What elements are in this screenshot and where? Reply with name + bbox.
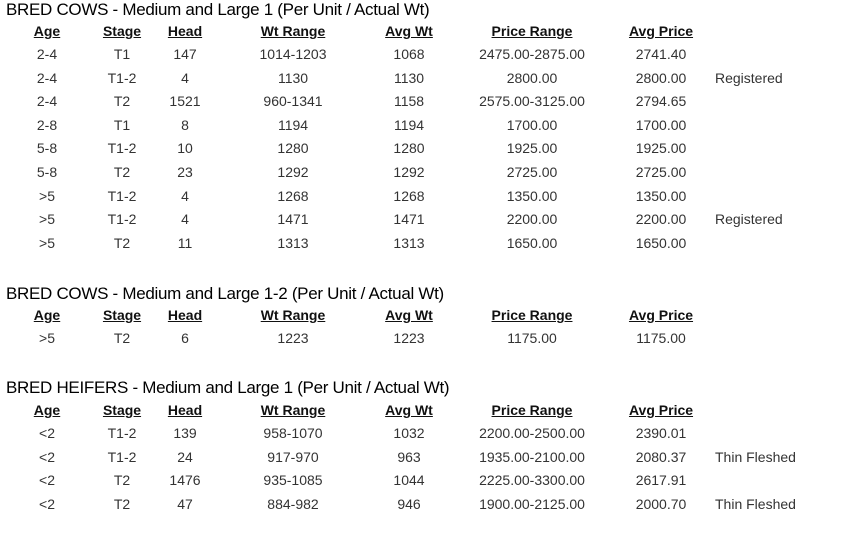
table-row (0, 232, 845, 255)
cell-age: >5 (39, 211, 55, 228)
cell-avg-price: 1350.00 (635, 187, 687, 204)
table-header-row (0, 304, 845, 327)
cell-avg-wt: 1044 (393, 472, 425, 489)
cell-avg-wt: 1471 (393, 211, 425, 228)
cell-stage: T2 (113, 472, 131, 489)
cell-age: <2 (39, 495, 55, 512)
cell-head: 4 (181, 187, 189, 204)
cell-wt-range: 1292 (277, 164, 309, 180)
header-age: Age (33, 23, 61, 39)
cell-note: Registered (715, 69, 783, 86)
cell-price-range: 2575.00-3125.00 (479, 93, 585, 110)
cell-avg-wt: 963 (397, 448, 421, 465)
cell-wt-range: 1280 (277, 140, 309, 157)
cell-note: Thin Fleshed (715, 448, 796, 465)
cell-price-range: 2475.00-2875.00 (479, 46, 585, 62)
cell-avg-wt: 1268 (393, 187, 425, 204)
cell-stage: T1 (113, 116, 131, 133)
cell-avg-price: 2800.00 (635, 69, 687, 86)
cell-avg-wt: 1223 (393, 330, 425, 346)
header-avg-price: Avg Price (628, 402, 694, 418)
cell-avg-price: 2200.00 (635, 211, 687, 228)
cell-head: 23 (177, 164, 193, 180)
cell-wt-range: 960-1341 (263, 93, 323, 110)
cell-stage: T2 (113, 93, 131, 110)
table-row (0, 137, 845, 160)
cell-wt-range: 1268 (277, 187, 309, 204)
table-row (0, 161, 845, 184)
cell-wt-range: 1194 (277, 116, 309, 133)
cell-head: 139 (173, 425, 197, 441)
header-avg-price: Avg Price (628, 307, 694, 323)
table-row (0, 446, 845, 469)
cell-wt-range: 1313 (277, 234, 309, 251)
table-header-row (0, 399, 845, 422)
cell-age: 2-4 (36, 46, 58, 62)
cell-avg-wt: 1313 (393, 234, 425, 251)
cell-wt-range: 1130 (277, 69, 309, 86)
cell-head: 10 (177, 140, 193, 157)
cell-head: 24 (177, 448, 193, 465)
table-row (0, 422, 845, 445)
section-title: BRED HEIFERS - Medium and Large 1 (Per Unit / Actual Wt) (6, 378, 450, 397)
cell-avg-price: 1700.00 (635, 116, 687, 133)
cell-price-range: 2200.00 (506, 211, 558, 228)
cell-avg-wt: 1068 (393, 46, 425, 62)
header-avg-price: Avg Price (628, 23, 694, 39)
cell-stage: T2 (113, 495, 131, 512)
header-head: Head (167, 23, 203, 39)
cell-head: 6 (181, 330, 189, 346)
cell-price-range: 1350.00 (506, 187, 558, 204)
cell-wt-range: 1014-1203 (259, 46, 327, 62)
cell-price-range: 2725.00 (506, 164, 558, 180)
header-wt-range: Wt Range (260, 23, 326, 39)
cell-wt-range: 935-1085 (263, 472, 323, 489)
table-row (0, 114, 845, 137)
cell-price-range: 1925.00 (506, 140, 558, 157)
cell-avg-price: 1650.00 (635, 234, 687, 251)
cell-head: 1521 (169, 93, 201, 110)
cell-age: >5 (39, 330, 55, 346)
header-price-range: Price Range (491, 307, 573, 323)
cell-price-range: 1650.00 (506, 234, 558, 251)
cell-age: <2 (39, 448, 55, 465)
cell-age: 2-4 (36, 93, 58, 110)
cell-avg-price: 2390.01 (635, 425, 687, 441)
cell-avg-price: 2794.65 (635, 93, 687, 110)
cell-wt-range: 917-970 (267, 448, 319, 465)
cell-note: Registered (715, 211, 783, 228)
cell-avg-wt: 1194 (393, 116, 425, 133)
table-header-row (0, 20, 845, 43)
cell-avg-wt: 1280 (393, 140, 425, 157)
header-wt-range: Wt Range (260, 307, 326, 323)
cell-wt-range: 1471 (277, 211, 309, 228)
cell-head: 1476 (169, 472, 201, 489)
table-row (0, 43, 845, 66)
header-stage: Stage (102, 307, 142, 323)
header-head: Head (167, 307, 203, 323)
cell-avg-price: 2080.37 (635, 448, 687, 465)
cell-head: 4 (181, 211, 189, 228)
cell-wt-range: 1223 (277, 330, 309, 346)
cell-age: <2 (39, 425, 55, 441)
header-age: Age (33, 402, 61, 418)
cell-price-range: 1900.00-2125.00 (479, 495, 585, 512)
header-wt-range: Wt Range (260, 402, 326, 418)
cell-price-range: 1700.00 (506, 116, 558, 133)
cell-stage: T1-2 (107, 69, 137, 86)
cell-avg-wt: 1032 (393, 425, 425, 441)
header-head: Head (167, 402, 203, 418)
cell-stage: T2 (113, 330, 131, 346)
cell-stage: T1-2 (107, 140, 137, 157)
table-row (0, 90, 845, 113)
cell-price-range: 2800.00 (506, 69, 558, 86)
header-price-range: Price Range (491, 23, 573, 39)
cell-price-range: 2225.00-3300.00 (479, 472, 585, 489)
section-title: BRED COWS - Medium and Large 1 (Per Unit / Actual Wt) (6, 0, 430, 19)
cell-avg-price: 2000.70 (635, 495, 687, 512)
cell-price-range: 1935.00-2100.00 (479, 448, 585, 465)
header-age: Age (33, 307, 61, 323)
header-stage: Stage (102, 23, 142, 39)
table-row (0, 327, 845, 350)
cell-stage: T2 (113, 164, 131, 180)
cell-avg-wt: 946 (397, 495, 421, 512)
table-row (0, 185, 845, 208)
header-avg-wt: Avg Wt (385, 402, 433, 418)
cell-head: 47 (177, 495, 193, 512)
cell-avg-wt: 1130 (393, 69, 425, 86)
cell-note: Thin Fleshed (715, 495, 796, 512)
cell-stage: T1-2 (107, 211, 137, 228)
cell-wt-range: 958-1070 (263, 425, 323, 441)
cell-head: 147 (173, 46, 197, 62)
cell-avg-wt: 1292 (393, 164, 425, 180)
cell-head: 11 (177, 234, 193, 251)
cell-age: 2-4 (36, 69, 58, 86)
header-stage: Stage (102, 402, 142, 418)
cell-avg-price: 2741.40 (635, 46, 687, 62)
cell-age: 5-8 (36, 164, 58, 180)
cell-age: 2-8 (36, 116, 58, 133)
cell-age: <2 (39, 472, 55, 489)
cell-head: 4 (181, 69, 189, 86)
cell-avg-price: 1925.00 (635, 140, 687, 157)
cell-avg-wt: 1158 (393, 93, 425, 110)
header-price-range: Price Range (491, 402, 573, 418)
cell-stage: T1 (113, 46, 131, 62)
cell-age: 5-8 (36, 140, 58, 157)
table-row (0, 493, 845, 516)
cell-stage: T1-2 (107, 187, 137, 204)
cell-stage: T2 (113, 234, 131, 251)
cell-stage: T1-2 (107, 425, 137, 441)
table-row (0, 469, 845, 492)
cell-avg-price: 1175.00 (636, 330, 686, 346)
cell-avg-price: 2617.91 (635, 472, 687, 489)
header-avg-wt: Avg Wt (385, 23, 433, 39)
section-title: BRED COWS - Medium and Large 1-2 (Per Unit / Actual Wt) (6, 284, 444, 303)
cell-head: 8 (181, 116, 189, 133)
cell-stage: T1-2 (107, 448, 137, 465)
cell-age: >5 (39, 234, 55, 251)
header-avg-wt: Avg Wt (385, 307, 433, 323)
cell-wt-range: 884-982 (267, 495, 319, 512)
cell-price-range: 2200.00-2500.00 (479, 425, 585, 441)
table-row (0, 67, 845, 90)
cell-avg-price: 2725.00 (635, 164, 687, 180)
cell-price-range: 1175.00 (507, 330, 557, 346)
table-row (0, 208, 845, 231)
cell-age: >5 (39, 187, 55, 204)
